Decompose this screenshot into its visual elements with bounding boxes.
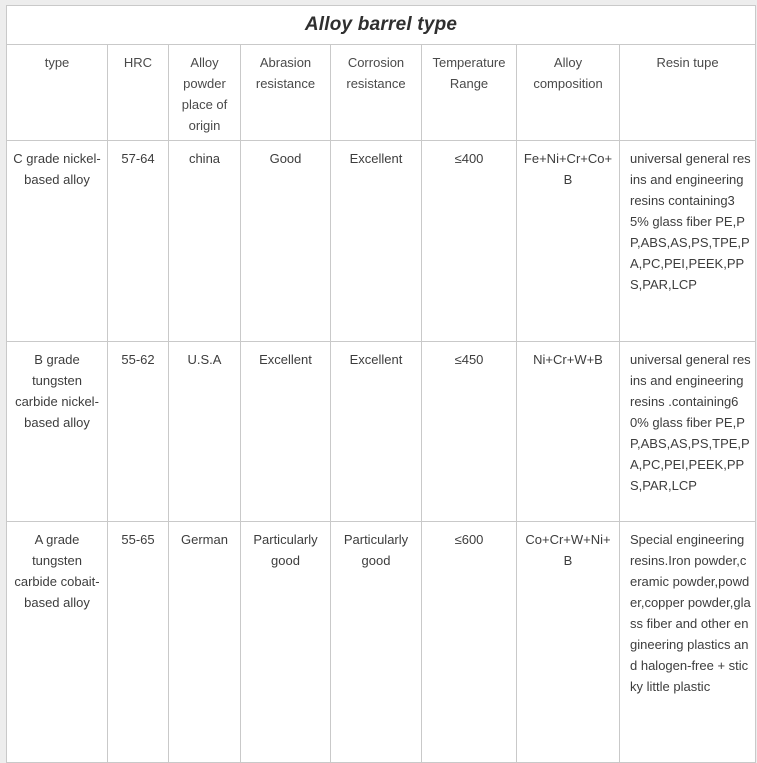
alloy-barrel-table [6,5,756,763]
cell-origin: German [169,522,241,763]
cell-hrc: 55-62 [108,342,169,522]
document-sheet [6,5,755,759]
column-header-type: type [7,45,108,141]
cell-origin: U.S.A [169,342,241,522]
cell-hrc: 55-65 [108,522,169,763]
column-header-abrasion: Abrasion resistance [241,45,331,141]
cell-type: A grade tungsten carbide cobait-based alloy [7,522,108,763]
column-header-temperature: Temperature Range [422,45,517,141]
cell-hrc: 57-64 [108,141,169,342]
cell-composition: Co+Cr+W+Ni+B [517,522,620,763]
column-header-composition: Alloy composition [517,45,620,141]
table-row [7,342,756,522]
cell-origin: china [169,141,241,342]
cell-corrosion: Particularly good [331,522,422,763]
cell-temperature: ≤450 [422,342,517,522]
cell-abrasion: Good [241,141,331,342]
table-row [7,522,756,763]
cell-resin: Special engineering resins.Iron powder,ceramic powder,powder,copper powder,glass fiber and other engineering plastics and halogen-free + sticky little plastic [620,522,756,763]
cell-temperature: ≤400 [422,141,517,342]
cell-corrosion: Excellent [331,342,422,522]
cell-composition: Ni+Cr+W+B [517,342,620,522]
cell-resin: universal general resins and engineering resins containing35% glass fiber PE,PP,ABS,AS,PS,TPE,PA,PC,PEI,PEEK,PPS,PAR,LCP [620,141,756,342]
cell-corrosion: Excellent [331,141,422,342]
column-header-origin: Alloy powder place of origin [169,45,241,141]
header-row [7,45,756,141]
title-row [7,6,756,45]
cell-abrasion: Particularly good [241,522,331,763]
cell-composition: Fe+Ni+Cr+Co+B [517,141,620,342]
cell-temperature: ≤600 [422,522,517,763]
column-header-corrosion: Corrosion resistance [331,45,422,141]
cell-abrasion: Excellent [241,342,331,522]
column-header-resin: Resin tupe [620,45,756,141]
cell-type: B grade tungsten carbide nickel-based alloy [7,342,108,522]
column-header-hrc: HRC [108,45,169,141]
table-row [7,141,756,342]
cell-resin: universal general resins and engineering resins .containing60% glass fiber PE,PP,ABS,AS,PS,TPE,PA,PC,PEI,PEEK,PPS,PAR,LCP [620,342,756,522]
cell-type: C grade nickel-based alloy [7,141,108,342]
table-title: Alloy barrel type [7,6,756,45]
